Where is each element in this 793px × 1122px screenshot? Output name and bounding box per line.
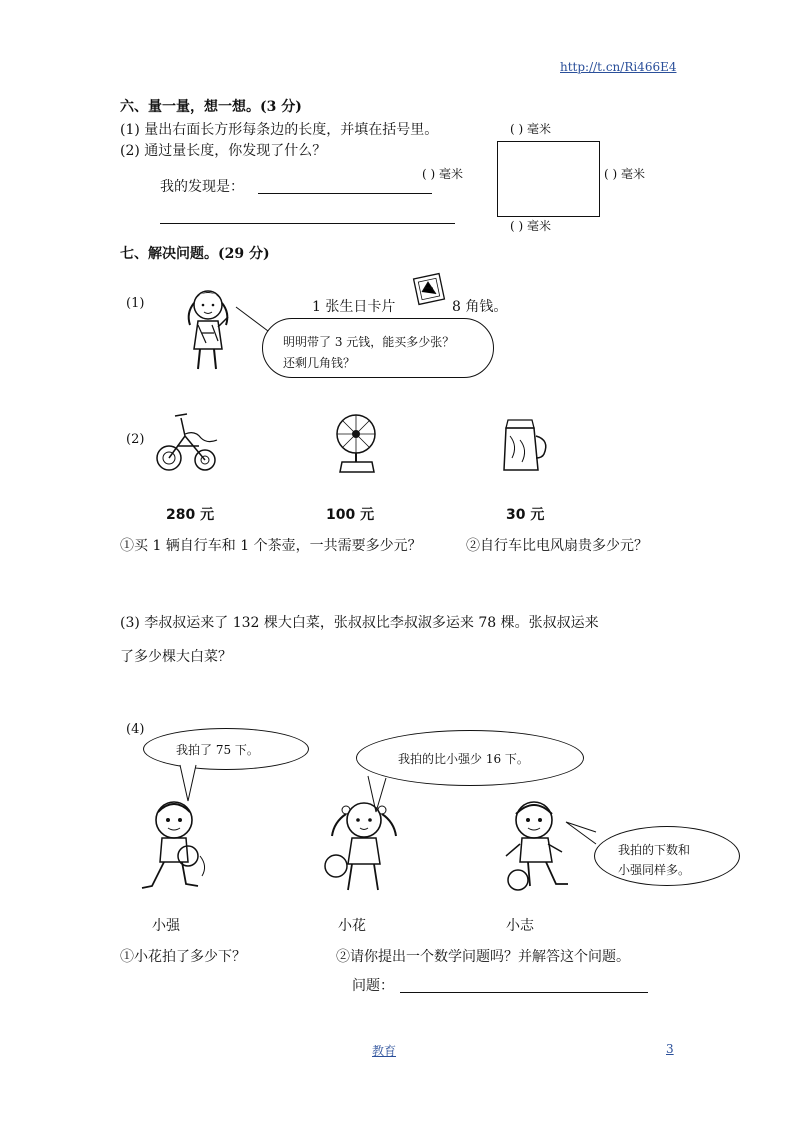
girl-xiaohua-icon — [320, 794, 402, 896]
problem-4-question-a: ①小花拍了多少下？ — [120, 949, 246, 965]
finding-label: 我的发现是： — [160, 179, 244, 195]
name-xiaoqiang: 小强 — [152, 918, 180, 934]
problem-3-line-1: (3) 李叔叔运来了 132 棵大白菜，张叔叔比李叔淑多运来 78 棵。张叔叔运来 — [120, 615, 599, 631]
price-teapot: 30 元 — [506, 507, 545, 523]
price-fan: 100 元 — [326, 507, 375, 523]
question-answer-line[interactable] — [400, 992, 648, 993]
rect-top-measure: ( ) 毫米 — [510, 122, 551, 136]
electric-fan-icon — [334, 410, 380, 474]
section-6-question-1: (1) 量出右面长方形每条边的长度，并填在括号里。 — [120, 122, 439, 138]
page-number: 3 — [666, 1042, 674, 1056]
bubble-1-line-2: 还剩几角钱？ — [283, 356, 356, 370]
section-6-question-2: (2) 通过量长度，你发现了什么？ — [120, 143, 327, 159]
section-6-title: 六、量一量，想一想。(3 分) — [120, 99, 302, 115]
problem-1-number: (1) — [126, 296, 145, 311]
name-xiaozhi: 小志 — [506, 918, 534, 934]
bubble-xiaoqiang-text: 我拍了 75 下。 — [176, 743, 259, 757]
bubble-xiaozhi-line-1: 我拍的下数和 — [618, 843, 691, 857]
problem-4-question-b: ②请你提出一个数学问题吗？并解答这个问题。 — [336, 949, 630, 965]
footer-center-link[interactable]: 教育 — [372, 1044, 397, 1058]
bubble-xiaohua-text: 我拍的比小强少 16 下。 — [398, 752, 529, 766]
rect-right-measure: ( ) 毫米 — [604, 167, 645, 181]
bubble-xiaozhi-line-2: 小强同样多。 — [618, 863, 691, 877]
boy-xiaoqiang-icon — [138, 796, 214, 896]
problem-2-number: (2) — [126, 432, 145, 447]
boy-xiaozhi-icon — [494, 796, 574, 896]
problem-4-number: (4) — [126, 722, 145, 737]
rect-left-measure: ( ) 毫米 — [422, 167, 463, 181]
problem-2-question-b: ②自行车比电风扇贵多少元？ — [466, 538, 648, 554]
rect-bottom-measure: ( ) 毫米 — [510, 219, 551, 233]
problem-2-question-a: ①买 1 辆自行车和 1 个茶壶，一共需要多少元？ — [120, 538, 422, 554]
birthday-card-icon — [412, 272, 448, 308]
header-url-link[interactable]: http://t.cn/Ri466E4 — [560, 60, 677, 74]
price-tricycle: 280 元 — [166, 507, 215, 523]
finding-answer-line-1[interactable] — [258, 193, 432, 194]
name-xiaohua: 小花 — [338, 918, 366, 934]
tricycle-icon — [155, 408, 221, 476]
finding-answer-line-2[interactable] — [160, 223, 455, 224]
bubble-1-line-1: 明明带了 3 元钱，能买多少张？ — [283, 335, 455, 349]
question-label: 问题： — [352, 978, 394, 994]
card-text: 1 张生日卡片 — [312, 299, 396, 315]
measure-rectangle — [497, 141, 600, 217]
teapot-icon — [498, 414, 552, 476]
problem-3-line-2: 了多少棵大白菜？ — [120, 649, 232, 665]
card-price: 8 角钱。 — [452, 299, 508, 315]
section-7-title: 七、解决问题。(29 分) — [120, 246, 270, 262]
girl-figure-icon — [182, 283, 240, 373]
